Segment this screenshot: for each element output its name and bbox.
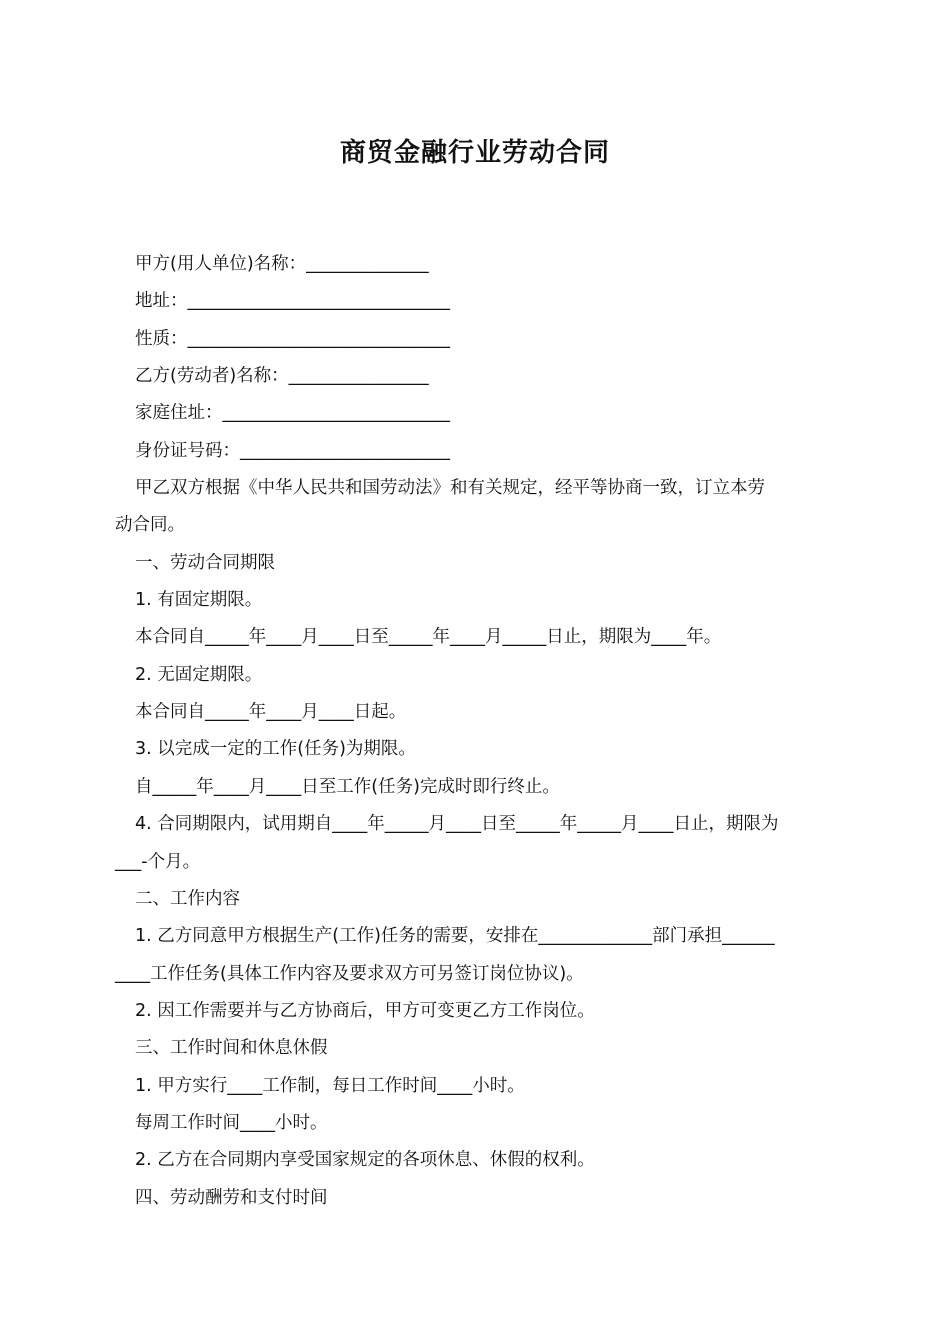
- contract-line: 1. 甲方实行____工作制，每日工作时间____小时。: [135, 1075, 525, 1096]
- contract-line: 自_____年____月____日至工作(任务)完成时即行终止。: [135, 776, 560, 797]
- document-title: 商贸金融行业劳动合同: [339, 138, 610, 168]
- contract-line: 一、劳动合同期限: [135, 552, 275, 573]
- contract-line: 三、工作时间和休息休假: [135, 1038, 328, 1059]
- contract-line: 本合同自_____年____月____日至_____年____月_____日止，期限为____年。: [135, 627, 722, 648]
- contract-line: 2. 因工作需要并与乙方协商后，甲方可变更乙方工作岗位。: [135, 1000, 595, 1021]
- contract-line: 家庭住址：__________________________: [135, 403, 450, 424]
- contract-line: 二、工作内容: [135, 888, 240, 909]
- contract-line: 3. 以完成一定的工作(任务)为期限。: [135, 739, 416, 760]
- contract-line: 1. 有固定期限。: [135, 590, 263, 611]
- contract-body: [115, 246, 840, 1217]
- contract-line: ____工作任务(具体工作内容及要求双方可另签订岗位协议)。: [115, 963, 584, 984]
- contract-line: 4. 合同期限内，试用期自____年_____月____日至_____年_____月____日止，期限为: [135, 814, 779, 835]
- contract-line: 四、劳动酬劳和支付时间: [135, 1187, 328, 1208]
- contract-line: 性质：______________________________: [135, 328, 450, 349]
- contract-line: 乙方(劳动者)名称：________________: [135, 366, 429, 387]
- contract-line: 地址：______________________________: [135, 291, 450, 312]
- contract-line: 身份证号码：________________________: [135, 440, 450, 461]
- contract-line: 动合同。: [115, 515, 185, 536]
- contract-line: 2. 无固定期限。: [135, 664, 263, 685]
- contract-line: 甲方(用人单位)名称：______________: [135, 254, 429, 274]
- contract-line: 1. 乙方同意甲方根据生产(工作)任务的需要，安排在_____________部门承担______: [135, 926, 775, 947]
- contract-line: 每周工作时间____小时。: [135, 1112, 328, 1133]
- contract-line: 2. 乙方在合同期内享受国家规定的各项休息、休假的权利。: [135, 1150, 595, 1171]
- contract-line: 本合同自_____年____月____日起。: [135, 702, 407, 723]
- contract-line: 甲乙双方根据《中华人民共和国劳动法》和有关规定，经平等协商一致，订立本劳: [135, 478, 765, 499]
- contract-line: ___-个月。: [115, 851, 201, 872]
